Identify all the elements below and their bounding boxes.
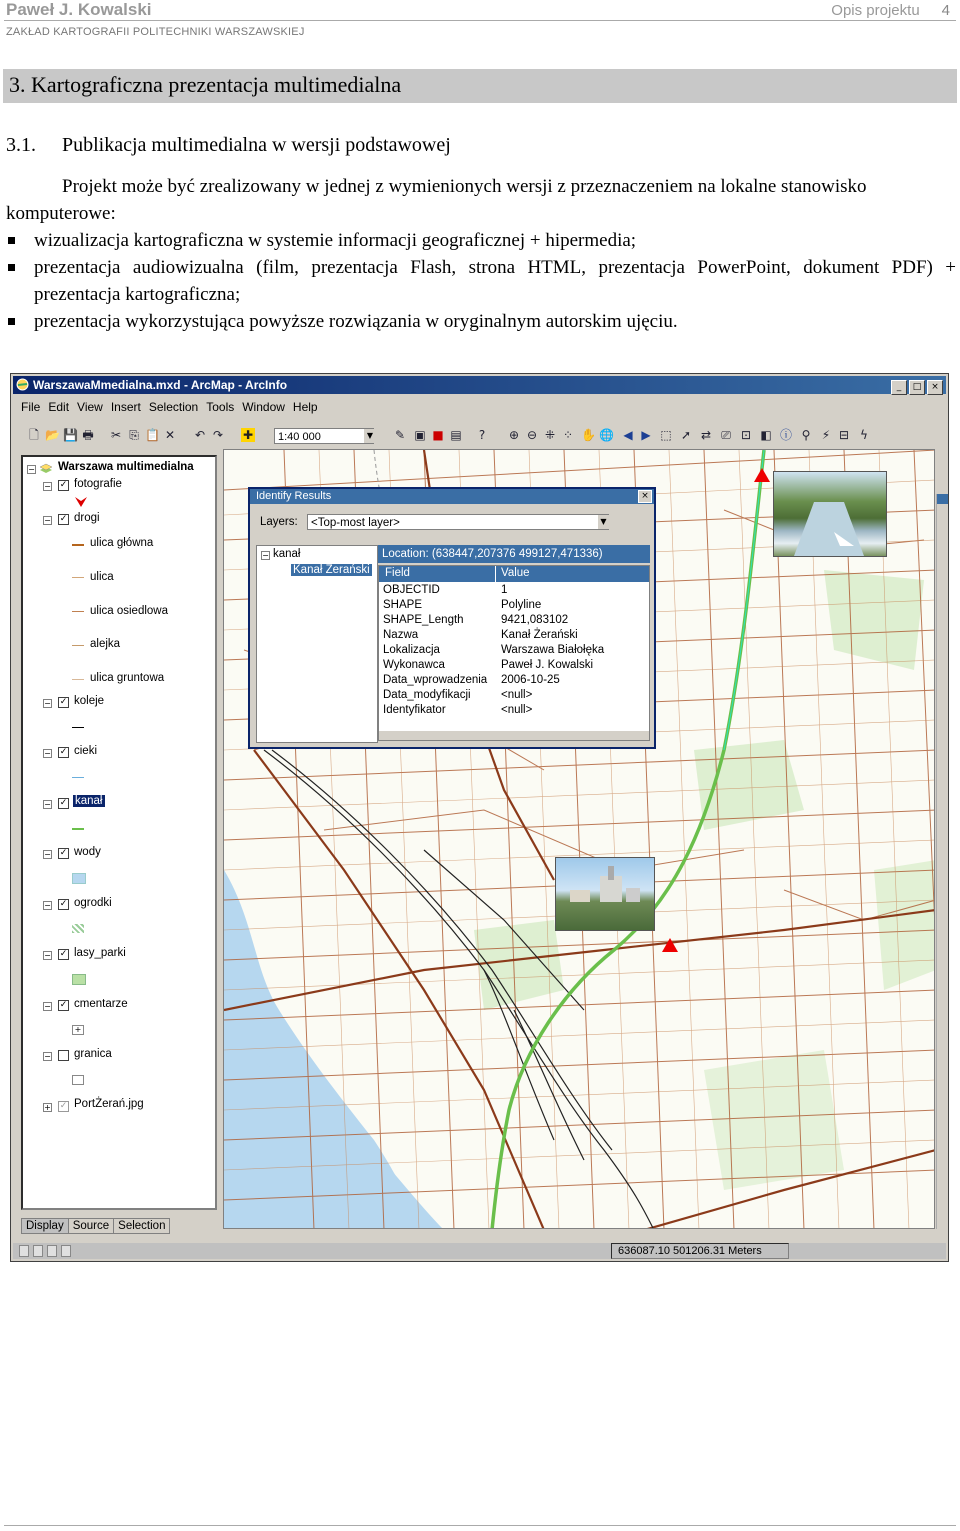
attr-field: Data_wprowadzenia xyxy=(383,674,488,686)
menu-edit[interactable]: Edit xyxy=(48,400,70,414)
attr-field: Identyfikator xyxy=(383,704,446,716)
checkbox-kanal[interactable]: ✓ xyxy=(59,798,68,808)
layers-select[interactable]: <Top-most layer> xyxy=(307,514,609,530)
legend-label: ulica główna xyxy=(90,537,154,549)
lightning-icon[interactable]: ϟ xyxy=(860,428,868,442)
section-title: 3. Kartograficzna prezentacja multimedialna xyxy=(9,72,402,97)
attr-field: Data_modyfikacji xyxy=(383,689,471,701)
header-author: Paweł J. Kowalski xyxy=(6,0,152,19)
minimize-button[interactable]: _ xyxy=(891,380,907,395)
checkbox-drogi[interactable]: ✓ xyxy=(59,514,68,524)
legend-granica xyxy=(72,1075,84,1085)
pan-icon[interactable]: ✋ xyxy=(581,428,596,442)
help-icon[interactable]: ? xyxy=(478,428,486,442)
scale-dropdown-icon[interactable]: ▼ xyxy=(364,429,376,443)
find-icon[interactable]: ⚲ xyxy=(801,428,811,442)
legend-ulica-osiedlowa xyxy=(72,611,84,612)
scroll-thumb[interactable] xyxy=(937,494,948,504)
toc-layer-cmentarze[interactable]: cmentarze xyxy=(74,998,128,1010)
map-horizontal-scrollbar[interactable] xyxy=(223,1230,935,1240)
html-popup-icon[interactable]: ⇄ xyxy=(700,428,712,442)
select-by-icon[interactable]: ◧ xyxy=(760,428,772,442)
back-extent-icon[interactable]: ◀ xyxy=(623,428,633,442)
checkbox-fotografie[interactable]: ✓ xyxy=(59,480,68,490)
attr-value: 1 xyxy=(501,584,508,596)
checkbox-cieki[interactable]: ✓ xyxy=(59,747,68,757)
legend-label: alejka xyxy=(90,638,121,650)
attr-field: SHAPE_Length xyxy=(383,614,464,626)
menu-file[interactable]: File xyxy=(21,400,41,414)
attr-value: Warszawa Białołęka xyxy=(501,644,605,656)
toc-layer-kanal[interactable]: kanał xyxy=(75,795,103,807)
col-value[interactable]: Value xyxy=(501,567,530,579)
window-title: WarszawaMmedialna.mxd - ArcMap - ArcInfo xyxy=(33,378,288,392)
legend-cmentarze: + xyxy=(72,1025,84,1035)
toolbar xyxy=(23,424,938,448)
identify-results-dialog xyxy=(248,487,656,749)
bullet-2 xyxy=(6,254,956,308)
identify-hscroll[interactable] xyxy=(379,731,649,740)
menu-tools[interactable]: Tools xyxy=(206,400,235,414)
checkbox-koleje[interactable]: ✓ xyxy=(59,697,68,707)
new-icon[interactable]: 🗋 xyxy=(29,428,39,442)
print-icon[interactable]: 🖶 xyxy=(82,428,94,442)
attr-field: Wykonawca xyxy=(383,659,445,671)
delete-icon[interactable]: ✕ xyxy=(164,428,176,442)
tree-child[interactable]: Kanał Żerański xyxy=(293,564,370,576)
collapse-icon[interactable]: − xyxy=(44,516,51,525)
bullet-3 xyxy=(6,308,956,335)
toc-layer-portzeran[interactable]: PortŻerań.jpg xyxy=(74,1098,144,1110)
menu-bar xyxy=(21,400,326,414)
arcmap-window xyxy=(10,373,949,1262)
legend-label: ulica xyxy=(90,571,114,583)
full-extent-icon[interactable]: 🌐 xyxy=(599,428,614,442)
layout-view-button[interactable] xyxy=(33,1245,43,1257)
legend-ogrodki xyxy=(72,924,84,933)
select-elements-icon[interactable]: ➚ xyxy=(680,428,692,442)
zoom-out-icon[interactable]: ⊖ xyxy=(526,428,538,442)
tree-parent[interactable]: kanał xyxy=(273,548,301,560)
menu-window[interactable]: Window xyxy=(242,400,285,414)
checkbox-wody[interactable]: ✓ xyxy=(59,848,68,858)
expand-icon[interactable]: + xyxy=(44,1103,51,1112)
copy-icon[interactable]: ⎘ xyxy=(129,428,139,442)
photo-canal-thumbnail[interactable] xyxy=(773,471,887,557)
header-rule xyxy=(4,20,956,21)
collapse-icon[interactable]: − xyxy=(44,749,51,758)
collapse-icon[interactable]: − xyxy=(44,800,51,809)
open-icon[interactable]: 📂 xyxy=(45,428,60,442)
hyperlink-icon[interactable]: ⚡ xyxy=(821,428,831,442)
command-line-icon[interactable]: ▤ xyxy=(450,428,462,442)
bullet-text: prezentacja wykorzystująca powyższe rozwiązania w oryginalnym autorskim ujęciu. xyxy=(34,311,678,332)
layers-icon xyxy=(39,462,53,474)
attribute-header xyxy=(379,566,649,582)
attr-field: OBJECTID xyxy=(383,584,440,596)
fixed-zoom-in-icon[interactable]: ⁜ xyxy=(544,428,556,442)
measure-tool-icon[interactable]: ⊟ xyxy=(838,428,850,442)
bullet-marker xyxy=(8,237,15,244)
bullet-marker xyxy=(8,264,15,271)
window-titlebar[interactable] xyxy=(13,376,946,394)
attr-value: <null> xyxy=(501,689,533,701)
layers-label: Layers: xyxy=(260,516,298,528)
map-scale-input[interactable]: 1:40 000 xyxy=(274,428,374,444)
pause-button[interactable] xyxy=(61,1245,71,1257)
collapse-icon[interactable]: − xyxy=(44,901,51,910)
checkbox-ogrodki[interactable]: ✓ xyxy=(59,899,68,909)
layers-dropdown-icon[interactable]: ▼ xyxy=(598,515,609,529)
toc-root[interactable]: Warszawa multimedialna xyxy=(58,461,194,473)
intro-paragraph xyxy=(6,173,956,227)
legend-ulica-gruntowa xyxy=(72,679,84,680)
editor-icon[interactable]: ✎ xyxy=(394,428,406,442)
bullet-marker xyxy=(8,318,15,325)
close-button[interactable]: × xyxy=(927,380,943,395)
collapse-icon[interactable]: − xyxy=(44,1002,51,1011)
legend-ulica-glowna xyxy=(72,544,84,546)
menu-selection[interactable]: Selection xyxy=(148,400,199,414)
collapse-icon[interactable]: − xyxy=(44,850,51,859)
legend-cieki xyxy=(72,777,84,778)
add-data-icon[interactable]: ✚ xyxy=(242,428,254,442)
subsection-title xyxy=(6,134,451,157)
checkbox-lasy-parki[interactable]: ✓ xyxy=(59,949,68,959)
header-right xyxy=(831,2,950,19)
bullet-text: prezentacja audiowizualna (film, prezentacja Flash, strona HTML, prezentacja PowerPoint, dokument PDF) + prezentacja kartograficzna; xyxy=(34,257,956,305)
map-vertical-scrollbar[interactable] xyxy=(936,494,948,1229)
identify-close-button[interactable]: × xyxy=(638,490,652,503)
menu-view[interactable]: View xyxy=(77,400,103,414)
intro-text: Projekt może być zrealizowany w jednej z wymienionych wersji z przeznaczeniem na lokalne stanowisko komputerowe: xyxy=(6,176,867,224)
save-icon[interactable]: 💾 xyxy=(63,428,78,442)
status-coordinates: 636087.10 501206.31 Meters xyxy=(611,1243,789,1259)
identify-location: Location: (638447,207376 499127,471336) xyxy=(378,545,650,563)
attr-value: <null> xyxy=(501,704,533,716)
table-of-contents xyxy=(21,455,217,1210)
checkbox-granica[interactable] xyxy=(58,1050,69,1061)
toc-layer-granica[interactable]: granica xyxy=(74,1048,112,1060)
menu-help[interactable]: Help xyxy=(292,400,318,414)
zoom-in-icon[interactable]: ⊕ xyxy=(508,428,520,442)
header-institution: ZAKŁAD KARTOGRAFII POLITECHNIKI WARSZAWSKIEJ xyxy=(6,26,305,38)
legend-alejka xyxy=(72,645,84,646)
checkbox-cmentarze[interactable]: ✓ xyxy=(59,1000,68,1010)
arctoolbox-icon[interactable]: ▣ xyxy=(414,428,426,442)
toc-layer-wody[interactable]: wody xyxy=(74,846,101,858)
toc-layer-koleje[interactable]: koleje xyxy=(74,695,105,707)
toc-layer-cieki[interactable]: cieki xyxy=(74,745,98,757)
legend-lasy-parki xyxy=(72,974,86,985)
tab-display[interactable]: Display xyxy=(21,1218,69,1234)
arcmap-globe-icon xyxy=(16,378,29,391)
collapse-icon[interactable]: − xyxy=(44,482,51,491)
photo-marker-icon xyxy=(73,495,89,509)
tab-selection[interactable]: Selection xyxy=(113,1218,170,1234)
toc-layer-drogi[interactable]: drogi xyxy=(74,512,100,524)
identify-title[interactable]: Identify Results xyxy=(250,489,654,504)
status-bar xyxy=(13,1243,946,1259)
legend-label: ulica osiedlowa xyxy=(90,605,168,617)
collapse-icon[interactable]: − xyxy=(262,551,269,560)
footer-rule xyxy=(4,1525,956,1526)
collapse-icon[interactable]: − xyxy=(28,465,35,474)
paste-icon[interactable]: 📋 xyxy=(145,428,160,442)
checkbox-portzeran[interactable]: ✓ xyxy=(59,1101,68,1111)
subsection-text: Publikacja multimedialna w wersji podstawowej xyxy=(62,134,451,156)
tab-source[interactable]: Source xyxy=(68,1218,114,1234)
select-features-icon[interactable]: ⬚ xyxy=(660,428,672,442)
legend-ulica xyxy=(72,577,84,578)
menu-insert[interactable]: Insert xyxy=(110,400,141,414)
redo-icon[interactable]: ↷ xyxy=(212,428,224,442)
forward-extent-icon[interactable]: ▶ xyxy=(641,428,651,442)
maximize-button[interactable]: □ xyxy=(909,380,925,395)
col-field[interactable]: Field xyxy=(385,567,410,579)
attr-value: Kanał Żerański xyxy=(501,629,578,641)
toc-layer-ogrodki[interactable]: ogrodki xyxy=(74,897,112,909)
legend-label: ulica gruntowa xyxy=(90,672,165,684)
undo-icon[interactable]: ↶ xyxy=(194,428,206,442)
header-doc-title: Opis projektu xyxy=(831,2,920,19)
attr-value: Polyline xyxy=(501,599,542,611)
data-view-button[interactable] xyxy=(19,1245,29,1257)
collapse-icon[interactable]: − xyxy=(44,1052,51,1061)
collapse-icon[interactable]: − xyxy=(44,699,51,708)
page-number: 4 xyxy=(941,2,950,19)
attr-field: SHAPE xyxy=(383,599,422,611)
attr-field: Lokalizacja xyxy=(383,644,440,656)
attr-value: Paweł J. Kowalski xyxy=(501,659,594,671)
attr-field: Nazwa xyxy=(383,629,419,641)
toc-layer-fotografie[interactable]: fotografie xyxy=(74,478,122,490)
toc-tabs xyxy=(21,1218,169,1234)
photo-port-thumbnail[interactable] xyxy=(555,857,655,931)
identify-icon[interactable]: ⓘ xyxy=(779,428,792,442)
identify-attributes xyxy=(378,565,650,741)
attr-value: 2006-10-25 xyxy=(501,674,560,686)
bullet-text: wizualizacja kartograficzna w systemie informacji geograficznej + hipermedia; xyxy=(34,230,637,251)
fixed-zoom-out-icon[interactable]: ⁘ xyxy=(562,428,574,442)
section-title-bar xyxy=(3,69,957,103)
toolbox-icon[interactable]: ■ xyxy=(432,428,444,442)
collapse-icon[interactable]: − xyxy=(44,951,51,960)
measure-icon[interactable]: ⊡ xyxy=(740,428,752,442)
legend-wody xyxy=(72,873,86,884)
attr-value: 9421,083102 xyxy=(501,614,569,626)
legend-kanal xyxy=(72,828,84,830)
legend-koleje xyxy=(72,727,84,728)
refresh-button[interactable] xyxy=(47,1245,57,1257)
subsection-number: 3.1. xyxy=(6,134,36,156)
cut-icon[interactable]: ✂ xyxy=(110,428,122,442)
clear-selection-icon[interactable]: ⎚ xyxy=(721,428,731,442)
identify-tree xyxy=(256,545,378,743)
toc-layer-lasy-parki[interactable]: lasy_parki xyxy=(74,947,126,959)
bullet-1 xyxy=(6,227,956,254)
